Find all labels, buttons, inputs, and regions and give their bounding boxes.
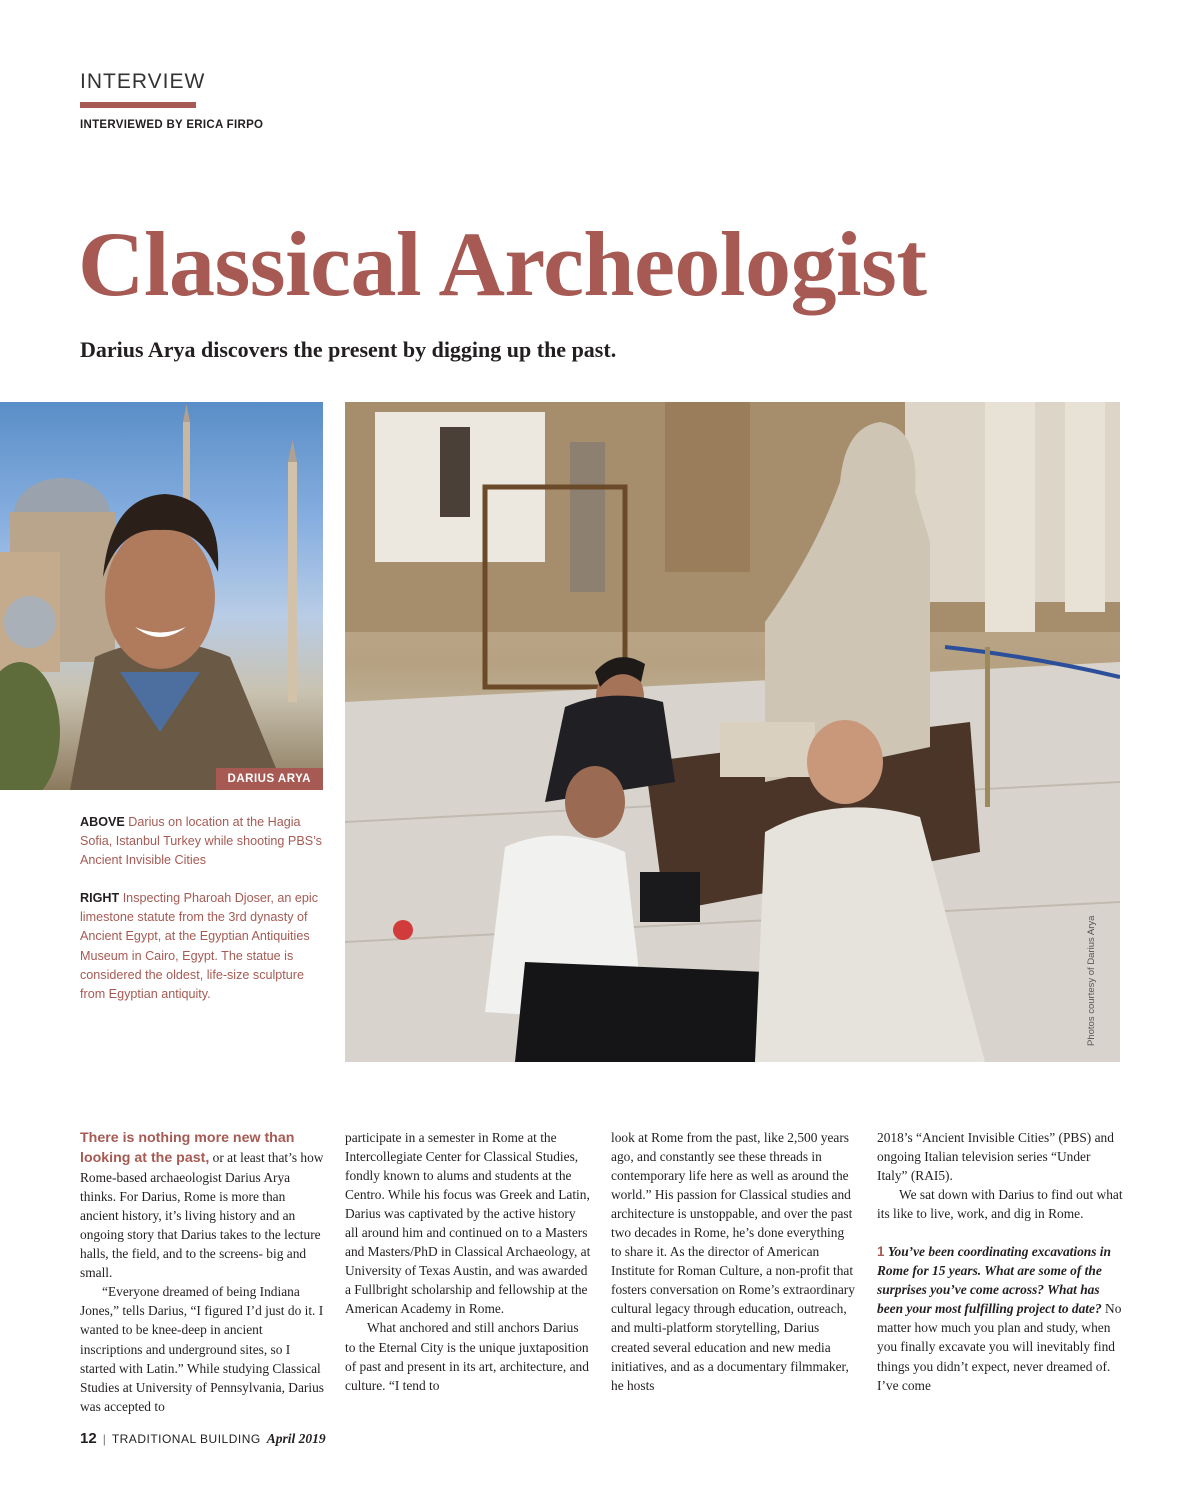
article-title: Classical Archeologist [78, 213, 927, 315]
caption-above-lead: ABOVE [80, 815, 125, 829]
caption-right-lead: RIGHT [80, 891, 120, 905]
question-number: 1 [877, 1244, 885, 1260]
page-number: 12 [80, 1430, 97, 1447]
caption-above [80, 813, 326, 871]
question-text: You’ve been coordinating excavations in Rome for 15 years. What are some of the surprises you’ve come across? What has been your most fulfilling project to date? [877, 1244, 1111, 1317]
body-paragraph: look at Rome from the past, like 2,500 years ago, and constantly see these threads in contemporary life here as well as around the world.” His passion for Classical studies and architecture is unstoppable, and over the past two decades in Rome, he’s done everything to share it. As the director of American Institute for Roman Culture, a non-profit that fosters conversation on Rome’s extraordinary cultural legacy through education, outreach, and multi-platform storytelling, Darius created several education and new media initiatives, and as a documentary filmmaker, he hosts [611, 1130, 855, 1393]
body-paragraph [80, 1128, 326, 1282]
caption-right-text: Inspecting Pharoah Djoser, an epic limestone statute from the 3rd dynasty of Ancient Egypt, at the Egyptian Antiquities Museum in Cairo, Egypt. The statue is considered the oldest, life-size sculpture from Egyptian antiquity. [80, 891, 319, 1002]
body-paragraph: participate in a semester in Rome at the Intercollegiate Center for Classical Studies, fondly known to alums and students at the Centro. While his focus was Greek and Latin, Darius was captivated by the active history all around him and continued on to a Masters and Masters/PhD in Classical Archaeology, at University of Texas Austin, and was awarded a Fullbright scholarship and fellowship at the American Academy in Rome. [345, 1130, 591, 1317]
photo-credit: Photos courtesy of Darius Arya [1086, 915, 1097, 1046]
body-paragraph: 2018’s “Ancient Invisible Cities” (PBS) and ongoing Italian television series “Under Italy” (RAI5). [877, 1130, 1114, 1184]
byline: INTERVIEWED BY ERICA FIRPO [80, 119, 264, 131]
lead-in: There is nothing more new than looking at the past, [80, 1130, 295, 1167]
caption-above-text: Darius on location at the Hagia Sofia, Istanbul Turkey while shooting PBS’s Ancient Invisible Cities [80, 815, 322, 868]
publication-name: TRADITIONAL BUILDING [111, 1432, 261, 1446]
issue-date: April 2019 [266, 1431, 326, 1446]
section-label: INTERVIEW [80, 70, 206, 93]
body-text: or at least that’s how Rome-based archaeologist Darius Arya thinks. For Darius, Rome is more than ancient history, it’s living history and an ongoing story that Darius takes to the lecture halls, the field, and to the screens- big and small. [80, 1150, 324, 1281]
body-column-3 [611, 1128, 857, 1395]
body-column-1 [80, 1128, 326, 1416]
answer-text: No matter how much you plan and study, when you finally excavate you will inevitably find things you didn’t expect, never dreamed of. I’ve come [877, 1301, 1122, 1393]
body-column-4 [877, 1128, 1123, 1395]
portrait-photo [0, 402, 323, 790]
footer-separator: | [102, 1432, 106, 1446]
portrait-name-tag: DARIUS ARYA [216, 768, 323, 790]
museum-photo [345, 402, 1120, 1062]
body-paragraph: We sat down with Darius to find out what its like to live, work, and dig in Rome. [877, 1187, 1123, 1222]
caption-right [80, 889, 326, 1004]
body-paragraph: “Everyone dreamed of being Indiana Jones,” tells Darius, “I figured I’d just do it. I wanted to be knee-deep in ancient inscriptions and underground sites, so I started with Latin.” While studying Classical Studies at University of Pennsylvania, Darius was accepted to [80, 1284, 324, 1414]
section-rule [80, 102, 196, 108]
page-footer [80, 1430, 326, 1447]
article-deck: Darius Arya discovers the present by digging up the past. [80, 337, 617, 362]
body-paragraph: What anchored and still anchors Darius to the Eternal City is the unique juxtaposition of past and present in its art, architecture, and culture. “I tend to [345, 1320, 589, 1393]
interview-question [877, 1242, 1123, 1394]
body-column-2 [345, 1128, 591, 1395]
